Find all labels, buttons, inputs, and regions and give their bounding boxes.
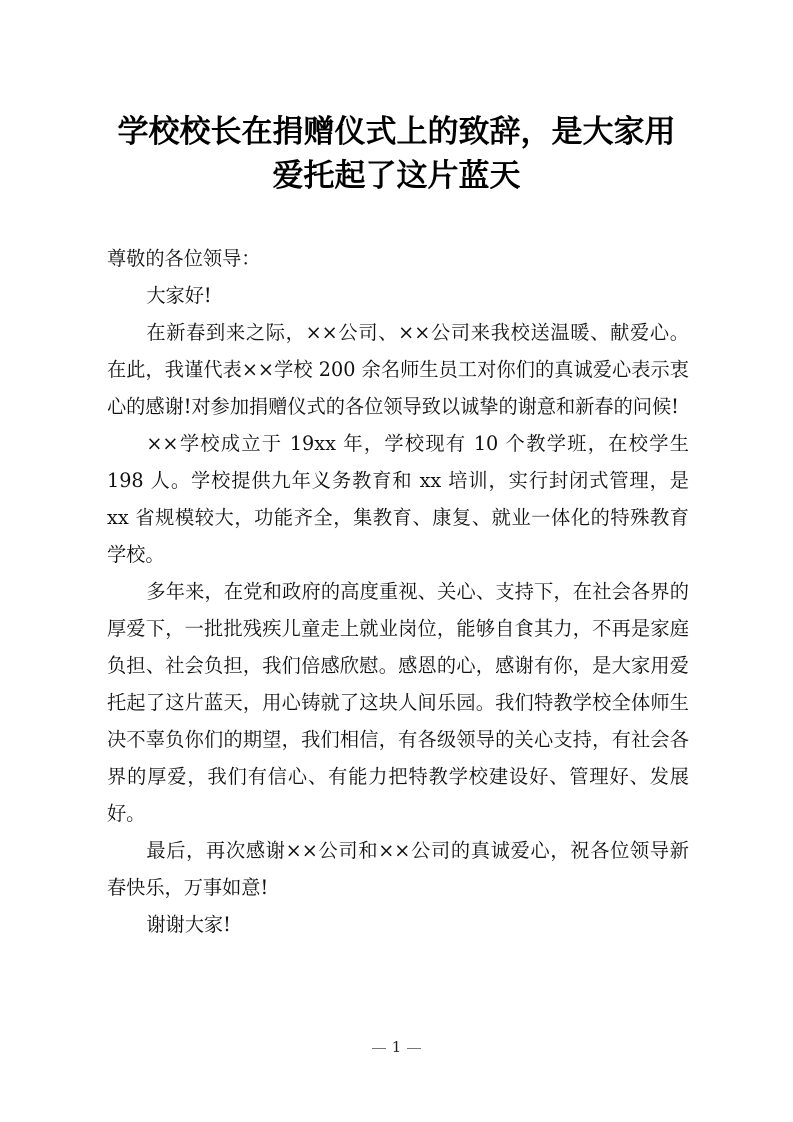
dash-left	[372, 1048, 386, 1049]
salutation: 尊敬的各位领导：	[107, 247, 261, 270]
page-number: 1	[391, 1038, 402, 1056]
paragraph-gratitude: 多年来，在党和政府的高度重视、关心、支持下，在社会各界的厚爱下，一批批残疾儿童走上就业岗位，能够自食其力，不再是家庭负担、社会负担，我们倍感欣慰。感恩的心，感谢有你，是大家用爱托起了这片蓝天，用心铸就了这块人间乐园。我们特教学校全体师生决不辜负你们的期望，我们相信，有各级领导的关心支持，有社会各界的厚爱，我们有信心、有能力把特教学校建设好、管理好、发展好。	[107, 580, 689, 825]
title-line-1: 学校校长在捐赠仪式上的致辞，是大家用	[117, 114, 676, 150]
paragraph-thanks: 在新春到来之际，××公司、××公司来我校送温暖、献爱心。在此，我谨代表××学校 200 余名师生员工对你们的真诚爱心表示衷心的感谢!对参加捐赠仪式的各位领导致以诚挚的谢意和新春的问候!	[107, 321, 689, 418]
document-title	[100, 110, 693, 198]
title-line-2: 爱托起了这片蓝天	[272, 158, 521, 194]
paragraph-greeting: 大家好!	[146, 284, 212, 307]
dash-right	[407, 1048, 421, 1049]
page-footer	[0, 1038, 793, 1056]
document-body	[107, 240, 689, 943]
paragraph-thank-you: 谢谢大家!	[146, 913, 231, 936]
paragraph-closing-wishes: 最后，再次感谢××公司和××公司的真诚爱心，祝各位领导新春快乐，万事如意!	[107, 839, 689, 899]
paragraph-school-intro: ××学校成立于 19xx 年，学校现有 10 个教学班，在校学生 198 人。学校提供九年义务教育和 xx 培训，实行封闭式管理，是 xx 省规模较大，功能齐全，集教育、康复、就业一体化的特殊教育学校。	[107, 432, 689, 566]
